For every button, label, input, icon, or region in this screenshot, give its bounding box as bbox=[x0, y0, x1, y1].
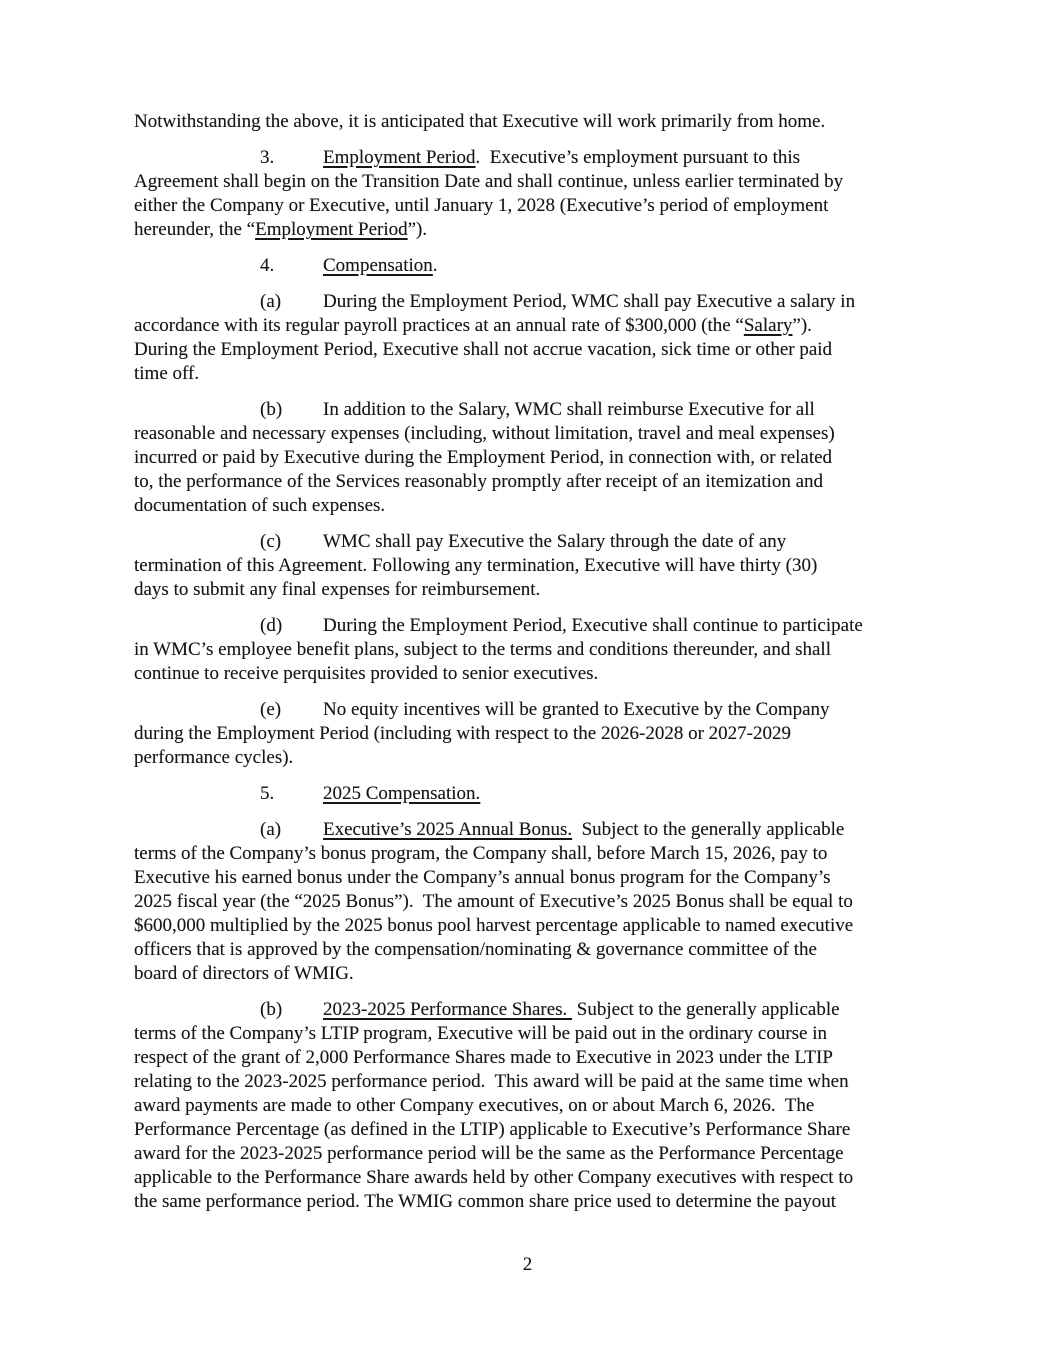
text-line bbox=[134, 146, 974, 170]
text-run: terms of the Company’s bonus program, the Company shall, before March 15, 2026, pay to bbox=[134, 843, 828, 864]
text-run: termination of this Agreement. Following any termination, Executive will have thirty (30) bbox=[134, 555, 818, 576]
text-line bbox=[134, 110, 974, 134]
underlined-text: Executive’s 2025 Annual Bonus. bbox=[323, 819, 573, 840]
section-marker: (b) bbox=[260, 399, 283, 420]
paragraph bbox=[134, 818, 974, 986]
text-run: documentation of such expenses. bbox=[134, 495, 386, 516]
text-run: No equity incentives will be granted to Executive by the Company bbox=[323, 699, 830, 720]
text-run: relating to the 2023-2025 performance period. This award will be paid at the same time when bbox=[134, 1071, 849, 1092]
text-line bbox=[134, 818, 974, 842]
section-marker: (c) bbox=[260, 531, 282, 552]
text-run: applicable to the Performance Share awards held by other Company executives with respect to bbox=[134, 1167, 854, 1188]
text-line bbox=[134, 914, 974, 938]
text-line bbox=[134, 638, 974, 662]
text-line bbox=[134, 1142, 974, 1166]
text-line bbox=[134, 746, 974, 770]
paragraph bbox=[134, 146, 974, 242]
text-line bbox=[134, 890, 974, 914]
underlined-text: 2023-2025 Performance Shares. bbox=[323, 999, 573, 1020]
text-run: award for the 2023-2025 performance period will be the same as the Performance Percentage bbox=[134, 1143, 844, 1164]
text-line bbox=[134, 290, 974, 314]
text-run: . bbox=[432, 255, 438, 276]
text-line bbox=[134, 170, 974, 194]
text-run: $600,000 multiplied by the 2025 bonus pool harvest percentage applicable to named executive bbox=[134, 915, 854, 936]
text-line bbox=[134, 470, 974, 494]
text-line bbox=[134, 1046, 974, 1070]
text-line bbox=[134, 722, 974, 746]
text-line bbox=[134, 1094, 974, 1118]
text-line bbox=[134, 662, 974, 686]
text-run: 2025 fiscal year (the “2025 Bonus”). The amount of Executive’s 2025 Bonus shall be equal to bbox=[134, 891, 853, 912]
text-run: . Executive’s employment pursuant to this bbox=[475, 147, 801, 168]
text-line bbox=[134, 494, 974, 518]
text-run: ”). bbox=[792, 315, 812, 336]
page-number: 2 bbox=[522, 1254, 533, 1275]
text-run: continue to receive perquisites provided to senior executives. bbox=[134, 663, 599, 684]
text-line bbox=[134, 866, 974, 890]
underlined-text: 2025 Compensation. bbox=[323, 783, 481, 804]
text-line bbox=[134, 1166, 974, 1190]
section-marker: (a) bbox=[260, 819, 282, 840]
text-run: respect of the grant of 2,000 Performance Shares made to Executive in 2023 under the LTIP bbox=[134, 1047, 833, 1068]
section-marker: (d) bbox=[260, 615, 283, 636]
section-marker: (a) bbox=[260, 291, 282, 312]
text-line bbox=[134, 254, 974, 278]
text-line bbox=[134, 446, 974, 470]
text-line bbox=[134, 398, 974, 422]
section-marker: 3. bbox=[260, 147, 275, 168]
text-run: to, the performance of the Services reasonably promptly after receipt of an itemization and bbox=[134, 471, 824, 492]
text-line bbox=[134, 962, 974, 986]
text-run: board of directors of WMIG. bbox=[134, 963, 354, 984]
text-run: WMC shall pay Executive the Salary through the date of any bbox=[323, 531, 787, 552]
text-line bbox=[134, 842, 974, 866]
paragraph bbox=[134, 614, 974, 686]
text-run: during the Employment Period (including with respect to the 2026-2028 or 2027-2029 bbox=[134, 723, 791, 744]
text-line bbox=[134, 422, 974, 446]
paragraph bbox=[134, 530, 974, 602]
text-line bbox=[134, 938, 974, 962]
text-line bbox=[134, 1022, 974, 1046]
text-run: Performance Percentage (as defined in the LTIP) applicable to Executive’s Performance Share bbox=[134, 1119, 851, 1140]
text-run: ”). bbox=[407, 219, 428, 240]
text-line bbox=[134, 1070, 974, 1094]
text-run: reasonable and necessary expenses (including, without limitation, travel and meal expenses) bbox=[134, 423, 835, 444]
text-run: Executive his earned bonus under the Company’s annual bonus program for the Company’s bbox=[134, 867, 831, 888]
paragraph bbox=[134, 398, 974, 518]
text-run: hereunder, the “ bbox=[134, 219, 256, 240]
text-line bbox=[134, 1190, 974, 1214]
section-marker: 4. bbox=[260, 255, 275, 276]
document-body bbox=[134, 110, 974, 1226]
paragraph bbox=[134, 698, 974, 770]
paragraph bbox=[134, 782, 974, 806]
text-run: Agreement shall begin on the Transition Date and shall continue, unless earlier terminated by bbox=[134, 171, 844, 192]
text-line bbox=[134, 338, 974, 362]
text-line bbox=[134, 578, 974, 602]
text-line bbox=[134, 194, 974, 218]
text-run: the same performance period. The WMIG common share price used to determine the payout bbox=[134, 1191, 837, 1212]
paragraph bbox=[134, 254, 974, 278]
section-marker: (e) bbox=[260, 699, 282, 720]
text-run: In addition to the Salary, WMC shall reimburse Executive for all bbox=[323, 399, 815, 420]
text-line bbox=[134, 698, 974, 722]
text-line bbox=[134, 614, 974, 638]
text-run: time off. bbox=[134, 363, 200, 384]
section-marker: (b) bbox=[260, 999, 283, 1020]
text-run: During the Employment Period, WMC shall pay Executive a salary in bbox=[323, 291, 856, 312]
text-line bbox=[134, 554, 974, 578]
text-run: terms of the Company’s LTIP program, Executive will be paid out in the ordinary course in bbox=[134, 1023, 827, 1044]
text-run: accordance with its regular payroll practices at an annual rate of $300,000 (the “ bbox=[134, 315, 744, 336]
text-run: officers that is approved by the compensation/nominating & governance committee of the bbox=[134, 939, 817, 960]
text-line bbox=[134, 314, 974, 338]
text-run: Notwithstanding the above, it is anticipated that Executive will work primarily from home. bbox=[134, 111, 826, 132]
text-run: performance cycles). bbox=[134, 747, 294, 768]
text-run: Subject to the generally applicable bbox=[572, 819, 845, 840]
text-line bbox=[134, 530, 974, 554]
text-run: in WMC’s employee benefit plans, subject to the terms and conditions thereunder, and shall bbox=[134, 639, 831, 660]
text-line bbox=[134, 1118, 974, 1142]
text-line bbox=[134, 998, 974, 1022]
text-run: During the Employment Period, Executive shall not accrue vacation, sick time or other paid bbox=[134, 339, 833, 360]
text-run: days to submit any final expenses for reimbursement. bbox=[134, 579, 541, 600]
text-line bbox=[134, 218, 974, 242]
text-line bbox=[134, 782, 974, 806]
text-run: either the Company or Executive, until January 1, 2028 (Executive’s period of employment bbox=[134, 195, 829, 216]
text-run: During the Employment Period, Executive shall continue to participate bbox=[323, 615, 863, 636]
text-run: award payments are made to other Company executives, on or about March 6, 2026. The bbox=[134, 1095, 815, 1116]
underlined-text: Employment Period bbox=[255, 219, 408, 240]
paragraph bbox=[134, 290, 974, 386]
underlined-text: Compensation bbox=[323, 255, 433, 276]
section-marker: 5. bbox=[260, 783, 275, 804]
paragraph bbox=[134, 998, 974, 1214]
paragraph bbox=[134, 110, 974, 134]
text-line bbox=[134, 362, 974, 386]
text-run: Subject to the generally applicable bbox=[572, 999, 840, 1020]
underlined-text: Employment Period bbox=[323, 147, 476, 168]
underlined-text: Salary bbox=[743, 315, 793, 336]
text-run: incurred or paid by Executive during the Employment Period, in connection with, or related bbox=[134, 447, 833, 468]
